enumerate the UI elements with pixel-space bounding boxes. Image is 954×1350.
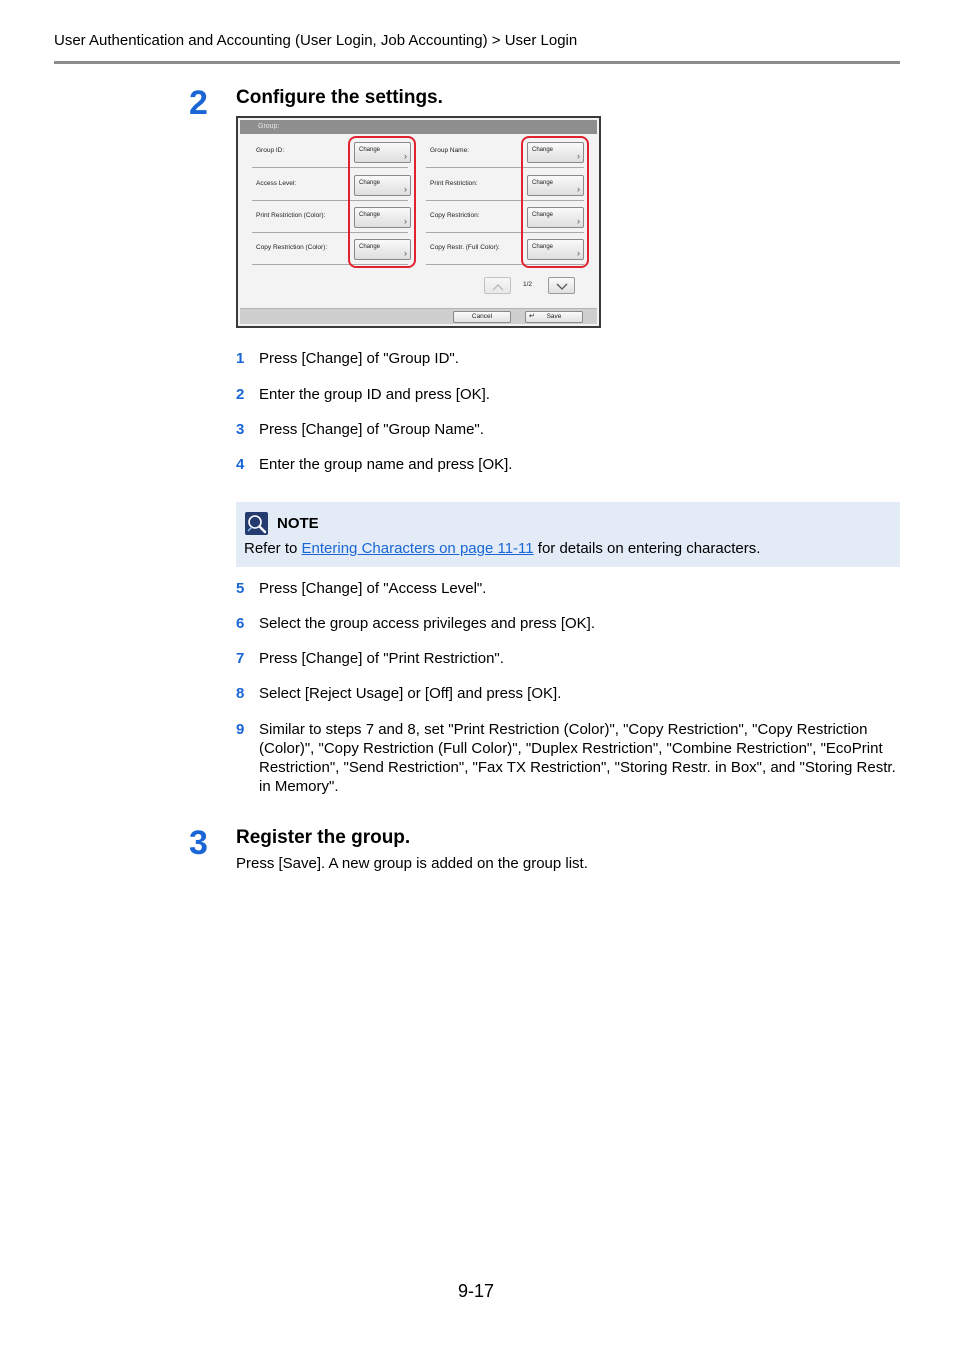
substep-text: Press [Change] of "Group ID".	[259, 350, 459, 367]
row-label: Copy Restriction:	[430, 212, 480, 219]
highlight-left-buttons	[348, 136, 416, 268]
panel-footer	[240, 308, 597, 324]
substep-text: Press [Change] of "Access Level".	[259, 580, 487, 597]
substep-text: Similar to steps 7 and 8, set "Print Restriction (Color)", "Copy Restriction", "Copy Restriction (Color)", "Copy Restriction (Full Color)", "Duplex Restriction", "Combine Restriction", "EcoPrint Restriction", "Send Restriction", "Fax TX Restriction", "Storing Restr. in Box", and "Storing Restr. in Memory".	[259, 721, 896, 795]
group-settings-panel	[236, 116, 601, 328]
substep-text: Select the group access privileges and press [OK].	[259, 615, 596, 632]
panel-title: Group:	[258, 123, 280, 130]
row-label: Print Restriction:	[430, 180, 478, 187]
substep-number: 2	[236, 386, 245, 403]
page-number: 9-17	[458, 1281, 495, 1301]
row-label: Access Level:	[256, 180, 297, 187]
step-2-number: 2	[189, 84, 208, 122]
button-label: Change	[532, 147, 554, 153]
row-label: Print Restriction (Color):	[256, 212, 326, 219]
note-text	[244, 540, 760, 557]
chevron-right-icon: ›	[577, 151, 580, 161]
substep-number: 3	[236, 421, 245, 438]
chevron-right-icon: ›	[577, 184, 580, 194]
chevron-right-icon: ›	[577, 216, 580, 226]
button-label: Change	[359, 244, 381, 250]
step-3-title: Register the group.	[236, 827, 411, 848]
cancel-button[interactable]: Cancel	[453, 311, 511, 323]
button-label: Change	[359, 212, 381, 218]
step-2-title: Configure the settings.	[236, 87, 443, 108]
note-box	[236, 502, 900, 567]
chevron-right-icon: ›	[404, 216, 407, 226]
panel-title-bar	[240, 120, 597, 134]
note-suffix: for details on entering characters.	[533, 540, 761, 557]
substep-text: Press [Change] of "Print Restriction".	[259, 650, 504, 667]
note-icon	[245, 512, 268, 535]
substep-number: 1	[236, 350, 245, 367]
button-label: Change	[532, 212, 554, 218]
save-button-label: Save	[546, 313, 562, 320]
step-3-text: Press [Save]. A new group is added on the group list.	[236, 855, 588, 872]
button-label: Change	[532, 180, 554, 186]
chevron-right-icon: ›	[404, 151, 407, 161]
save-button[interactable]	[525, 311, 583, 323]
highlight-right-buttons	[521, 136, 589, 268]
chevron-right-icon: ›	[404, 184, 407, 194]
chevron-down-icon	[556, 283, 568, 291]
note-prefix: Refer to	[244, 540, 302, 557]
page-down-button[interactable]	[548, 277, 575, 294]
row-label: Copy Restr. (Full Color):	[430, 244, 500, 251]
chevron-up-icon	[492, 283, 504, 291]
button-label: Change	[359, 180, 381, 186]
substep-number: 8	[236, 685, 245, 702]
header-rule	[54, 61, 900, 64]
page-indicator: 1/2	[523, 281, 533, 288]
substep-text: Press [Change] of "Group Name".	[259, 421, 484, 438]
note-label: NOTE	[277, 515, 319, 532]
button-label: Change	[359, 147, 381, 153]
button-label: Change	[532, 244, 554, 250]
substep-text: Enter the group ID and press [OK].	[259, 386, 490, 403]
entering-characters-link[interactable]: Entering Characters on page 11-11	[301, 540, 534, 557]
chevron-right-icon: ›	[577, 248, 580, 258]
substep-number: 7	[236, 650, 245, 667]
row-label: Copy Restriction (Color):	[256, 244, 328, 251]
enter-icon: ↵	[529, 313, 535, 320]
substep-number: 9	[236, 721, 245, 738]
chevron-right-icon: ›	[404, 248, 407, 258]
substep-number: 4	[236, 456, 245, 473]
page-up-button[interactable]	[484, 277, 511, 294]
row-label: Group ID:	[256, 147, 285, 154]
step-3-number: 3	[189, 824, 208, 862]
substep-number: 5	[236, 580, 245, 597]
breadcrumb: User Authentication and Accounting (User Login, Job Accounting) > User Login	[54, 32, 578, 49]
substep-text: Enter the group name and press [OK].	[259, 456, 513, 473]
substep-text: Select [Reject Usage] or [Off] and press [OK].	[259, 685, 562, 702]
row-label: Group Name:	[430, 147, 470, 154]
substep-number: 6	[236, 615, 245, 632]
